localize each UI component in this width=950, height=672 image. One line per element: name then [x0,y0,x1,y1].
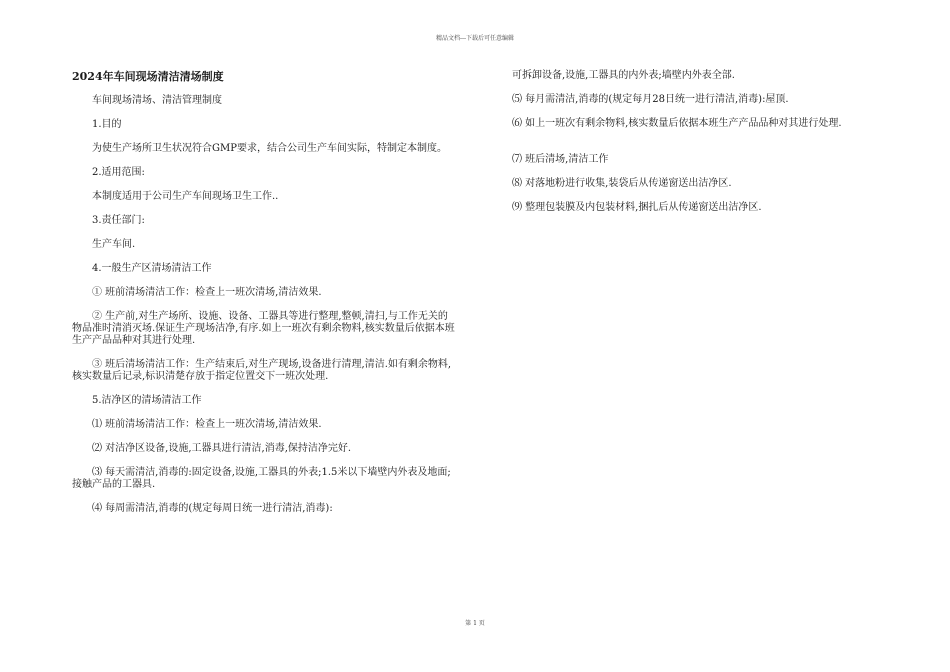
list-item: ⑴ 班前清场清洁工作：检查上一班次清场,清洁效果. [92,419,322,430]
list-item: ⑺ 班后清场,清洁工作 [512,154,609,165]
section-heading-general-area: 4.一般生产区清场清洁工作 [92,263,212,274]
paragraph-department: 生产车间. [92,239,136,250]
page-footer: 第 1 页 [465,620,485,627]
list-item: ① 班前清场清洁工作：检查上一班次清场,清洁效果. [92,287,322,298]
paragraph-purpose: 为使生产场所卫生状况符合GMP要求，结合公司生产车间实际，特制定本制度。 [92,143,447,154]
left-column [72,70,456,527]
list-item: ⑵ 对洁净区设备,设施,工器具进行清洁,消毒,保持洁净完好. [92,443,352,454]
list-item: ⑼ 整理包装膜及内包装材料,捆扎后从传递窗送出洁净区. [512,202,762,213]
document-title: 2024年车间现场清洁清场制度 [72,70,224,83]
section-heading-department: 3.责任部门: [92,215,145,226]
list-item: ⑻ 对落地粉进行收集,装袋后从传递窗送出洁净区. [512,178,732,189]
list-item: ② 生产前,对生产场所、设施、设备、工器具等进行整理,整顿,清扫,与工作无关的物品准时清消灭场.保证生产现场洁净,有序.如上一班次有剩余物料,核实数量后依据本班生产产品品种对其进行处理. [72,311,455,346]
section-heading-clean-area: 5.洁净区的清场清洁工作 [92,395,202,406]
right-column [512,70,896,226]
page-header: 精品文档---下载后可任意编辑 [435,35,515,42]
list-item: ③ 班后清场清洁工作：生产结束后,对生产现场,设备进行清理,清洁.如有剩余物料,核实数量后记录,标识清楚存放于指定位置交下一班次处理. [72,359,452,382]
paragraph-subtitle: 车间现场清场、清洁管理制度 [92,95,222,106]
paragraph-continued: 可拆卸设备,设施,工器具的内外表;墙壁内外表全部. [512,70,735,81]
paragraph-scope: 本制度适用于公司生产车间现场卫生工作.. [92,191,279,202]
section-heading-purpose: 1.目的 [92,119,122,130]
list-item: ⑸ 每月需清洁,消毒的(规定每月28日统一进行清洁,消毒):屋顶. [512,94,789,105]
list-item: ⑶ 每天需清洁,消毒的:固定设备,设施,工器具的外表;1.5米以下墙壁内外表及地面;接触产品的工器具. [72,467,451,490]
list-item: ⑹ 如上一班次有剩余物料,核实数量后依据本班生产产品品种对其进行处理. [512,118,842,129]
section-heading-scope: 2.适用范围: [92,167,145,178]
list-item: ⑷ 每周需清洁,消毒的(规定每周日统一进行清洁,消毒): [92,503,333,514]
